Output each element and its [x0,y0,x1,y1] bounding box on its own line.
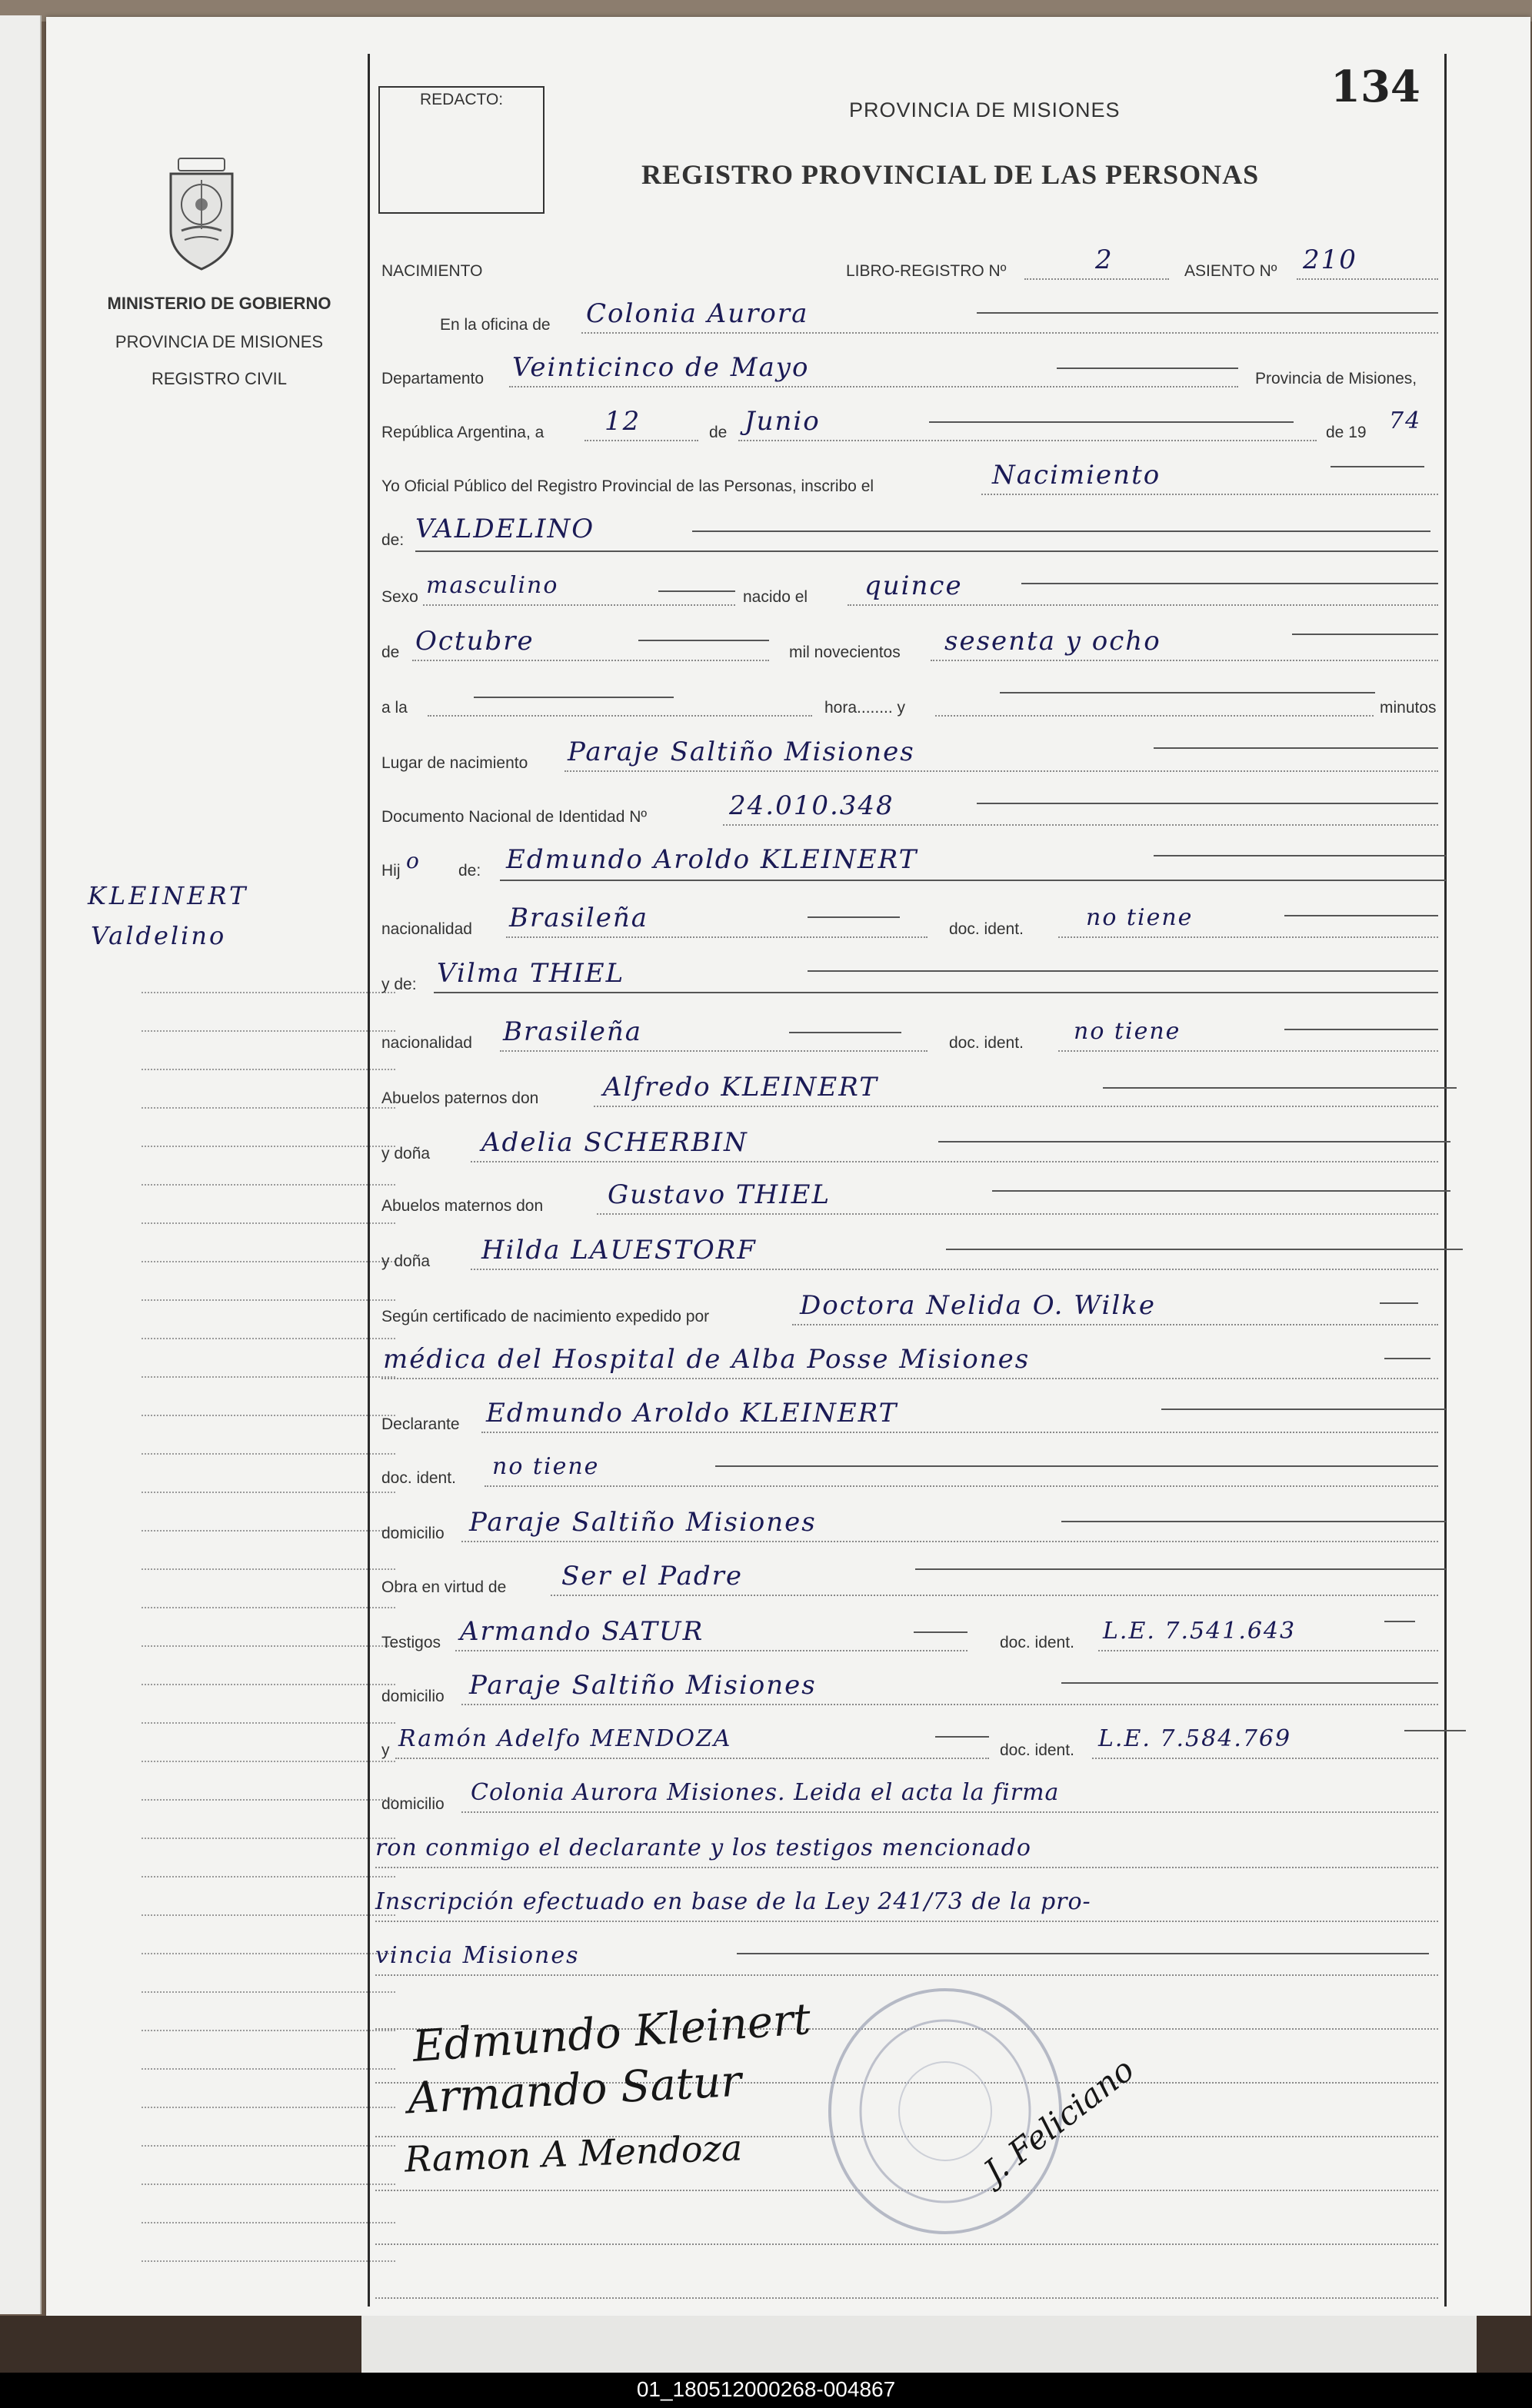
de2-label: de: [381,531,405,549]
doc2-label: doc. ident. [949,1034,1024,1052]
doc4-label: doc. ident. [1000,1634,1074,1651]
departamento-label: Departamento [381,370,485,387]
provincia-label: Provincia de Misiones, [1255,370,1417,387]
next-page-edge [361,2316,1477,2373]
ydona1-label: y doña [381,1145,431,1162]
ministry-registry: REGISTRO CIVIL [151,369,288,388]
doc5-label: doc. ident. [1000,1741,1074,1759]
ala-label: a la [381,699,408,717]
lugar-value: Paraje Saltiño Misiones [568,737,915,767]
obra-value: Ser el Padre [561,1561,744,1591]
month2-value: Octubre [415,626,535,657]
testigo1-value: Armando SATUR [460,1616,704,1647]
province-heading: PROVINCIA DE MISIONES [849,98,1121,121]
oficina-label: En la oficina de [440,316,551,334]
de-label: de [709,424,728,441]
dom2-value: Paraje Saltiño Misiones [469,1670,817,1701]
mil-label: mil novecientos [789,644,901,661]
cert-label: Según certificado de nacimiento expedido por [381,1308,710,1325]
signature-official: J. Feliciano [976,2050,1141,2190]
ydona1-value: Adelia SCHERBIN [481,1127,748,1158]
y-label: y [381,1741,390,1759]
departamento-value: Veinticinco de Mayo [512,352,810,383]
observation-line-2: ron conmigo el declarante y los testigos mencionado [375,1834,1031,1861]
redacto-label: REDACTO: [420,91,504,108]
nacido-label: nacido el [743,588,808,606]
hijo-de-label: de: [458,862,481,880]
ministry-title: MINISTERIO DE GOBIERNO [107,294,331,313]
father-value: Edmundo Aroldo KLEINERT [506,844,918,875]
ministry-province: PROVINCIA DE MISIONES [115,332,324,351]
doc3-value: no tiene [492,1453,600,1480]
margin-surname: KLEINERT [88,881,249,910]
republica-label: República Argentina, a [381,424,545,441]
dom1-label: domicilio [381,1525,445,1542]
month-value: Junio [744,406,821,437]
declarante-value: Edmundo Aroldo KLEINERT [486,1398,898,1429]
minutos-label: minutos [1380,699,1437,717]
nacimiento-label: NACIMIENTO [381,262,483,280]
testigo2-value: Ramón Adelfo MENDOZA [398,1725,732,1752]
page-number: 134 [1331,62,1420,112]
ydona2-value: Hilda LAUESTORF [481,1235,757,1266]
ydona2-label: y doña [381,1252,431,1270]
ab-mat-value: Gustavo THIEL [608,1179,831,1210]
oficial-value: Nacimiento [992,460,1161,491]
doc4-value: L.E. 7.541.643 [1103,1618,1297,1645]
ab-pat-label: Abuelos paternos don [381,1089,539,1107]
image-filename: 01_180512000268-004867 [636,2377,896,2401]
signature-declarante: Edmundo Kleinert [411,1994,813,2073]
oficina-value: Colonia Aurora [586,298,809,329]
nac1-label: nacionalidad [381,920,472,938]
signature-witness-2: Ramon A Mendoza [404,2127,744,2180]
cert-value-1: Doctora Nelida O. Wilke [800,1290,1157,1321]
obra-label: Obra en virtud de [381,1578,507,1596]
day-value: 12 [604,406,641,437]
declarante-label: Declarante [381,1415,460,1433]
lugar-label: Lugar de nacimiento [381,754,528,772]
official-seal-icon [818,1981,1072,2242]
doc1-label: doc. ident. [949,920,1024,938]
ab-pat-value: Alfredo KLEINERT [603,1072,878,1103]
year-value: 74 [1389,407,1422,434]
coat-of-arms-icon [165,157,238,272]
libro-label: LIBRO-REGISTRO Nº [846,262,1007,280]
observation-line-3: Inscripción efectuado en base de la Ley 241/73 de la pro- [375,1888,1091,1915]
asiento-value: 210 [1303,244,1357,275]
doc5-value: L.E. 7.584.769 [1098,1725,1292,1752]
doc2-value: no tiene [1074,1018,1181,1045]
sexo-value: masculino [426,572,559,599]
signature-witness-1: Armando Satur [406,2056,743,2124]
testigos-label: Testigos [381,1634,441,1651]
mil-value: sesenta y ocho [944,626,1161,657]
asiento-label: ASIENTO Nº [1184,262,1277,280]
de3-label: de [381,644,400,661]
nacido-value: quince [864,570,963,601]
doc1-value: no tiene [1086,904,1194,931]
registry-heading: REGISTRO PROVINCIAL DE LAS PERSONAS [641,159,1260,190]
nac2-label: nacionalidad [381,1034,472,1052]
nac2-value: Brasileña [503,1016,642,1047]
dom3-label: domicilio [381,1795,445,1813]
dom1-value: Paraje Saltiño Misiones [469,1507,817,1538]
dom3-value: Colonia Aurora Misiones. Leida el acta la firma [471,1779,1060,1806]
margin-given-name: Valdelino [91,921,227,950]
libro-value: 2 [1095,244,1114,275]
mother-value: Vilma THIEL [437,958,625,989]
sexo-label: Sexo [381,588,418,606]
oficial-label: Yo Oficial Público del Registro Provincial de las Personas, inscribo el [381,477,874,495]
hijo-suffix: o [406,848,421,873]
dom2-label: domicilio [381,1688,445,1705]
previous-page-edge [0,15,42,2314]
dni-label: Documento Nacional de Identidad Nº [381,808,648,826]
ab-mat-label: Abuelos maternos don [381,1197,544,1215]
doc3-label: doc. ident. [381,1469,456,1487]
year-label: de 19 [1326,424,1367,441]
hora-label: hora........ y [824,699,906,717]
hijo-label: Hij [381,862,401,880]
left-column-rule [368,54,370,2307]
observation-line-4: vincia Misiones [375,1942,580,1969]
dni-value: 24.010.348 [729,790,894,821]
right-border-rule [1444,54,1447,2307]
yde-label: y de: [381,976,417,993]
nac1-value: Brasileña [509,903,648,933]
cert-value-2: médica del Hospital de Alba Posse Misiones [383,1344,1031,1375]
child-name-value: VALDELINO [415,514,595,544]
